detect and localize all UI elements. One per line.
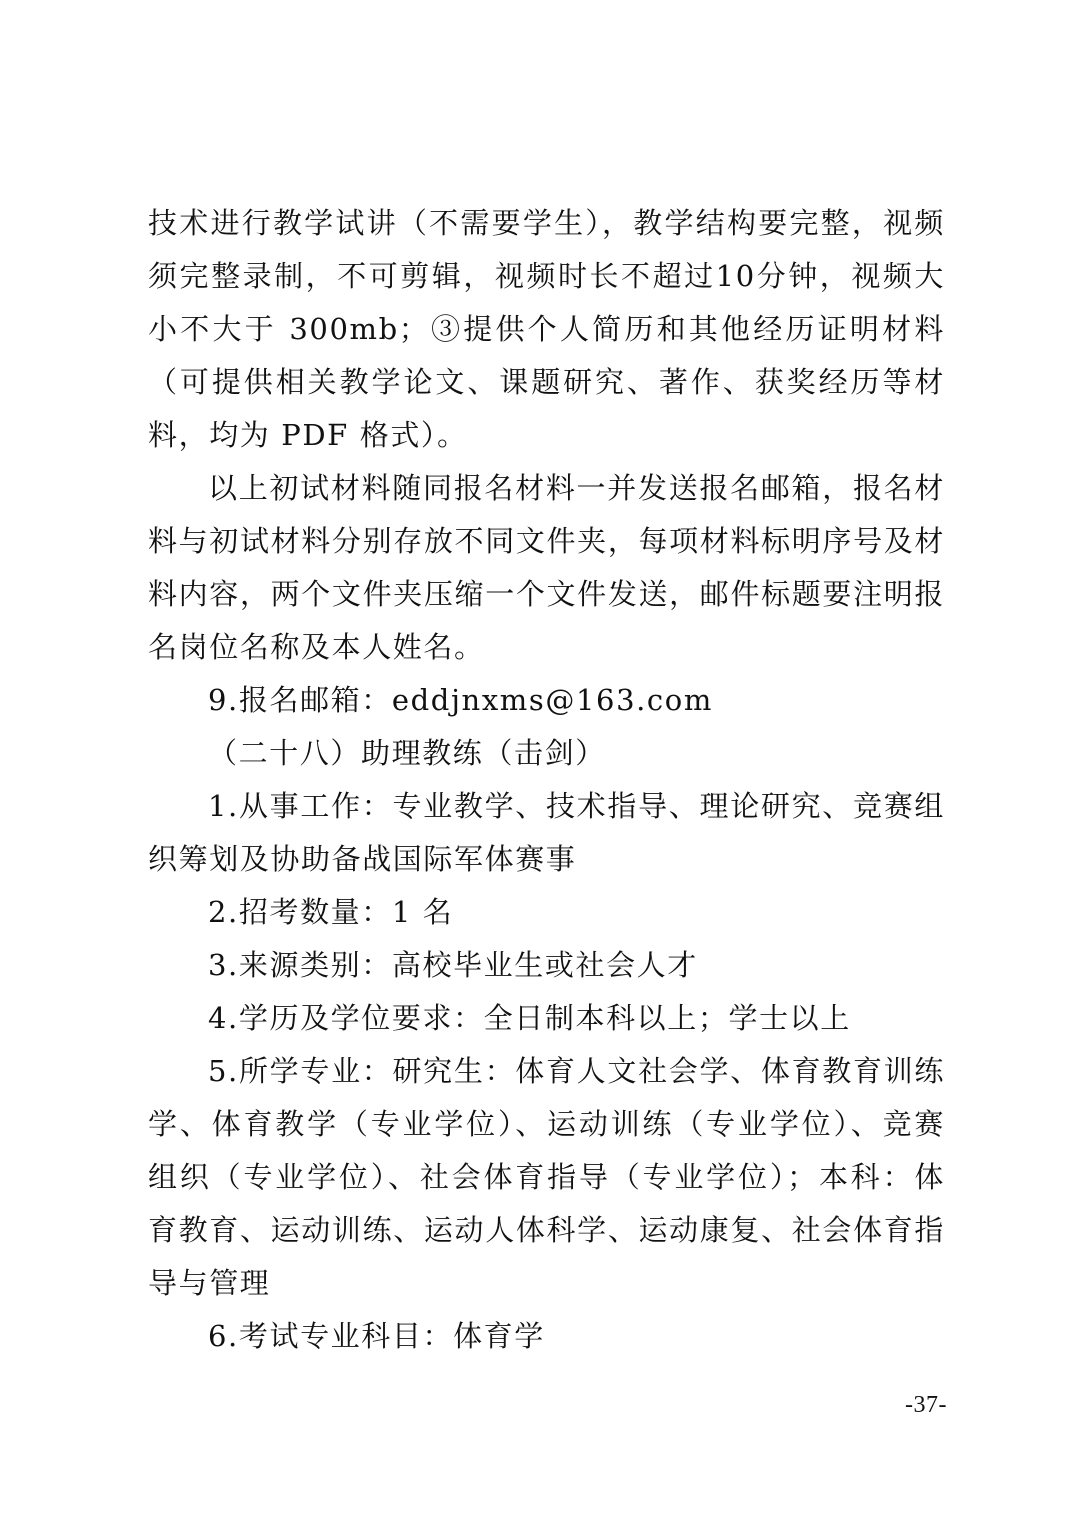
paragraph-continued-video-requirements: 技术进行教学试讲（不需要学生），教学结构要完整，视频须完整录制，不可剪辑，视频时长不超过10分钟，视频大小不大于 300mb；③提供个人简历和其他经历证明材料（可提供相关教学论文、课题研究、著作、获奖经历等材料，均为 PDF 格式）。: [148, 206, 945, 452]
page-number: -37-: [905, 1392, 947, 1418]
section-heading-assistant-coach: （二十八）助理教练（击剑）: [208, 736, 606, 770]
item-exam-subject: 6.考试专业科目：体育学: [208, 1319, 545, 1353]
paragraph-registration-email: 9.报名邮箱：eddjnxms@163.com: [208, 683, 713, 717]
item-job-duties: 1.从事工作：专业教学、技术指导、理论研究、竞赛组织筹划及协助备战国际军体赛事: [148, 789, 945, 876]
item-source-category: 3.来源类别：高校毕业生或社会人才: [208, 948, 698, 982]
item-quota: 2.招考数量：1 名: [208, 895, 454, 929]
paragraph-submission-instructions: 以上初试材料随同报名材料一并发送报名邮箱，报名材料与初试材料分别存放不同文件夹，每项材料标明序号及材料内容，两个文件夹压缩一个文件发送，邮件标题要注明报名岗位名称及本人姓名。: [148, 471, 945, 664]
item-major-requirement: 5.所学专业：研究生：体育人文社会学、体育教育训练学、体育教学（专业学位）、运动训练（专业学位）、竞赛组织（专业学位）、社会体育指导（专业学位）；本科：体育教育、运动训练、运动人体科学、运动康复、社会体育指导与管理: [148, 1054, 945, 1300]
item-education-requirement: 4.学历及学位要求：全日制本科以上；学士以上: [208, 1001, 851, 1035]
body-text: [148, 197, 945, 1363]
